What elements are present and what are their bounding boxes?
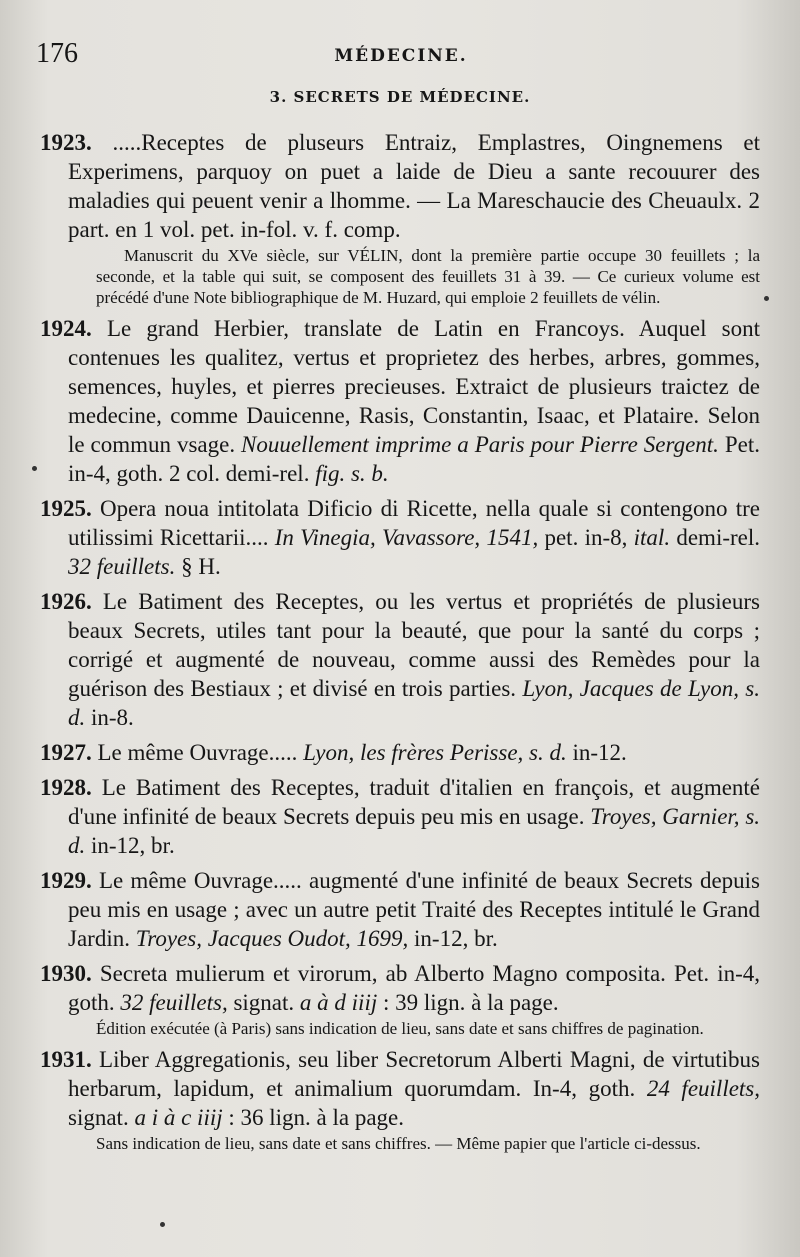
entry-details: in-12. xyxy=(572,740,627,765)
entry-details: in-12, br. xyxy=(414,926,498,951)
catalog-entry xyxy=(40,128,760,308)
print-speck xyxy=(160,1222,165,1227)
entry-details: signat. xyxy=(233,990,295,1015)
entry-details: in-8. xyxy=(91,705,134,730)
entry-imprint: Troyes, Jacques Oudot, 1699, xyxy=(135,926,409,951)
entry-note: Édition exécutée (à Paris) sans indication de lieu, sans date et sans chiffres de pagination. xyxy=(96,1019,704,1038)
entry-text xyxy=(40,773,760,860)
entry-text xyxy=(40,494,760,581)
page-number: 176 xyxy=(36,38,78,69)
entry-binding: demi-rel. xyxy=(676,525,760,550)
entry-title: Le Batiment des Receptes, ou les vertus et propriétés de plusieurs beaux Secrets, utiles tant pour la beauté, que pour la santé du corps ; corrigé et augmenté de nouveau, comme aussi des Remèdes pour la guérison des Bestiaux ; et divisé en trois parties. xyxy=(68,589,760,701)
entry-number: 1926. xyxy=(40,589,92,614)
entry-leaves: 32 feuillets. xyxy=(68,554,176,579)
catalog-entry xyxy=(40,738,760,767)
print-speck xyxy=(32,466,37,471)
catalog-entry xyxy=(40,959,760,1039)
entry-title: Opera noua intitolata Dificio di Ricette, nella quale si contengono tre utilissimi Ricettarii.... xyxy=(68,496,761,550)
entry-signatures: a i à c iiij xyxy=(134,1105,223,1130)
section-title: 3. SECRETS DE MÉDECINE. xyxy=(269,88,531,106)
entry-number: 1930. xyxy=(40,961,92,986)
entry-number: 1927. xyxy=(40,740,92,765)
entry-number: 1929. xyxy=(40,868,92,893)
catalog-entry xyxy=(40,314,760,488)
entry-title: Liber Aggregationis, seu liber Secretorum Alberti Magni, de virtutibus herbarum, lapidum, et animalium quorumdam. In-4, goth. xyxy=(68,1047,761,1101)
entry-details: Pet. in-4, goth. 2 col. demi-rel. xyxy=(68,432,760,486)
entry-number: 1928. xyxy=(40,775,92,800)
entry-imprint: Troyes, Garnier, s. d. xyxy=(68,804,761,858)
entry-title: Le grand Herbier, translate de Latin en Francoys. Auquel sont contenues les qualitez, vertus et proprietez des herbes, arbres, gommes, semences, huyles, et pierres precieuses. Extraict de plusieurs traictez de medecine, comme Dauicenne, Rasis, Constantin, Isaac, et Plataire. Selon le commun vsage. xyxy=(68,316,760,457)
entry-title: Le même Ouvrage..... xyxy=(97,740,298,765)
entry-number: 1925. xyxy=(40,496,92,521)
entry-title: Receptes de pluseurs Entraiz, Emplastres, Oingnemens et Experimens, parquoy on puet a laide de Dieu a sante recouurer des maladies qui peuent venir a lhomme. — La Mareschaucie des Cheuaulx. 2 part. en 1 vol. pet. in-fol. v. f. comp. xyxy=(68,130,761,242)
entry-mark: § H. xyxy=(181,554,221,579)
print-speck xyxy=(764,296,769,301)
entry-number: 1923. xyxy=(40,130,92,155)
catalog-entry xyxy=(40,773,760,860)
catalog-entries xyxy=(40,122,760,1160)
running-head: MÉDECINE. xyxy=(334,46,468,66)
entry-lines: : 36 lign. à la page. xyxy=(228,1105,405,1130)
entry-details: pet. in-8, xyxy=(544,525,628,550)
catalog-entry xyxy=(40,1045,760,1154)
entry-lines: : 39 lign. à la page. xyxy=(382,990,559,1015)
catalog-entry xyxy=(40,866,760,953)
entry-lead: ..... xyxy=(112,130,142,155)
entry-note: Sans indication de lieu, sans date et sans chiffres. — Même papier que l'article ci-dessus. xyxy=(96,1134,701,1153)
entry-text xyxy=(40,738,760,767)
entry-imprint: In Vinegia, Vavassore, 1541, xyxy=(274,525,539,550)
entry-details-italic: ital. xyxy=(633,525,671,550)
entry-text xyxy=(40,959,760,1017)
entry-text xyxy=(40,128,760,244)
entry-title: Secreta mulierum et virorum, ab Alberto Magno composita. Pet. in-4, goth. xyxy=(68,961,760,1015)
entry-title: Le Batiment des Receptes, traduit d'italien en françois, et augmenté d'une infinité de beaux Secrets depuis peu mis en usage. xyxy=(68,775,761,829)
entry-number: 1931. xyxy=(40,1047,92,1072)
page-header xyxy=(36,38,766,78)
entry-text xyxy=(40,587,760,732)
entry-title: Le même Ouvrage..... augmenté d'une infinité de beaux Secrets depuis peu mis en usage ; avec un autre petit Traité des Receptes intitulé le Grand Jardin. xyxy=(68,868,761,951)
entry-note: Manuscrit du XVe siècle, sur VÉLIN, dont la première partie occupe 30 feuillets ; la seconde, et la table qui suit, se composent des feuillets 31 à 39. — Ce curieux volume est précédé d'une Note bibliographique de M. Huzard, qui emploie 2 feuillets de vélin. xyxy=(96,246,760,307)
entry-details: signat. xyxy=(68,1105,129,1130)
entry-text xyxy=(40,866,760,953)
entry-details-italic: fig. s. b. xyxy=(315,461,389,486)
entry-leaves: 32 feuillets, xyxy=(120,990,228,1015)
entry-signatures: a à d iiij xyxy=(299,990,378,1015)
entry-text xyxy=(40,314,760,488)
entry-details: in-12, br. xyxy=(91,833,175,858)
entry-imprint: Lyon, Jacques de Lyon, s. d. xyxy=(68,676,760,730)
entry-text xyxy=(40,1045,760,1132)
entry-number: 1924. xyxy=(40,316,92,341)
catalog-entry xyxy=(40,494,760,581)
catalog-entry xyxy=(40,587,760,732)
entry-imprint: Lyon, les frères Perisse, s. d. xyxy=(303,740,567,765)
entry-imprint: Nouuellement imprime a Paris pour Pierre Sergent. xyxy=(241,432,719,457)
entry-leaves: 24 feuillets, xyxy=(646,1076,761,1101)
